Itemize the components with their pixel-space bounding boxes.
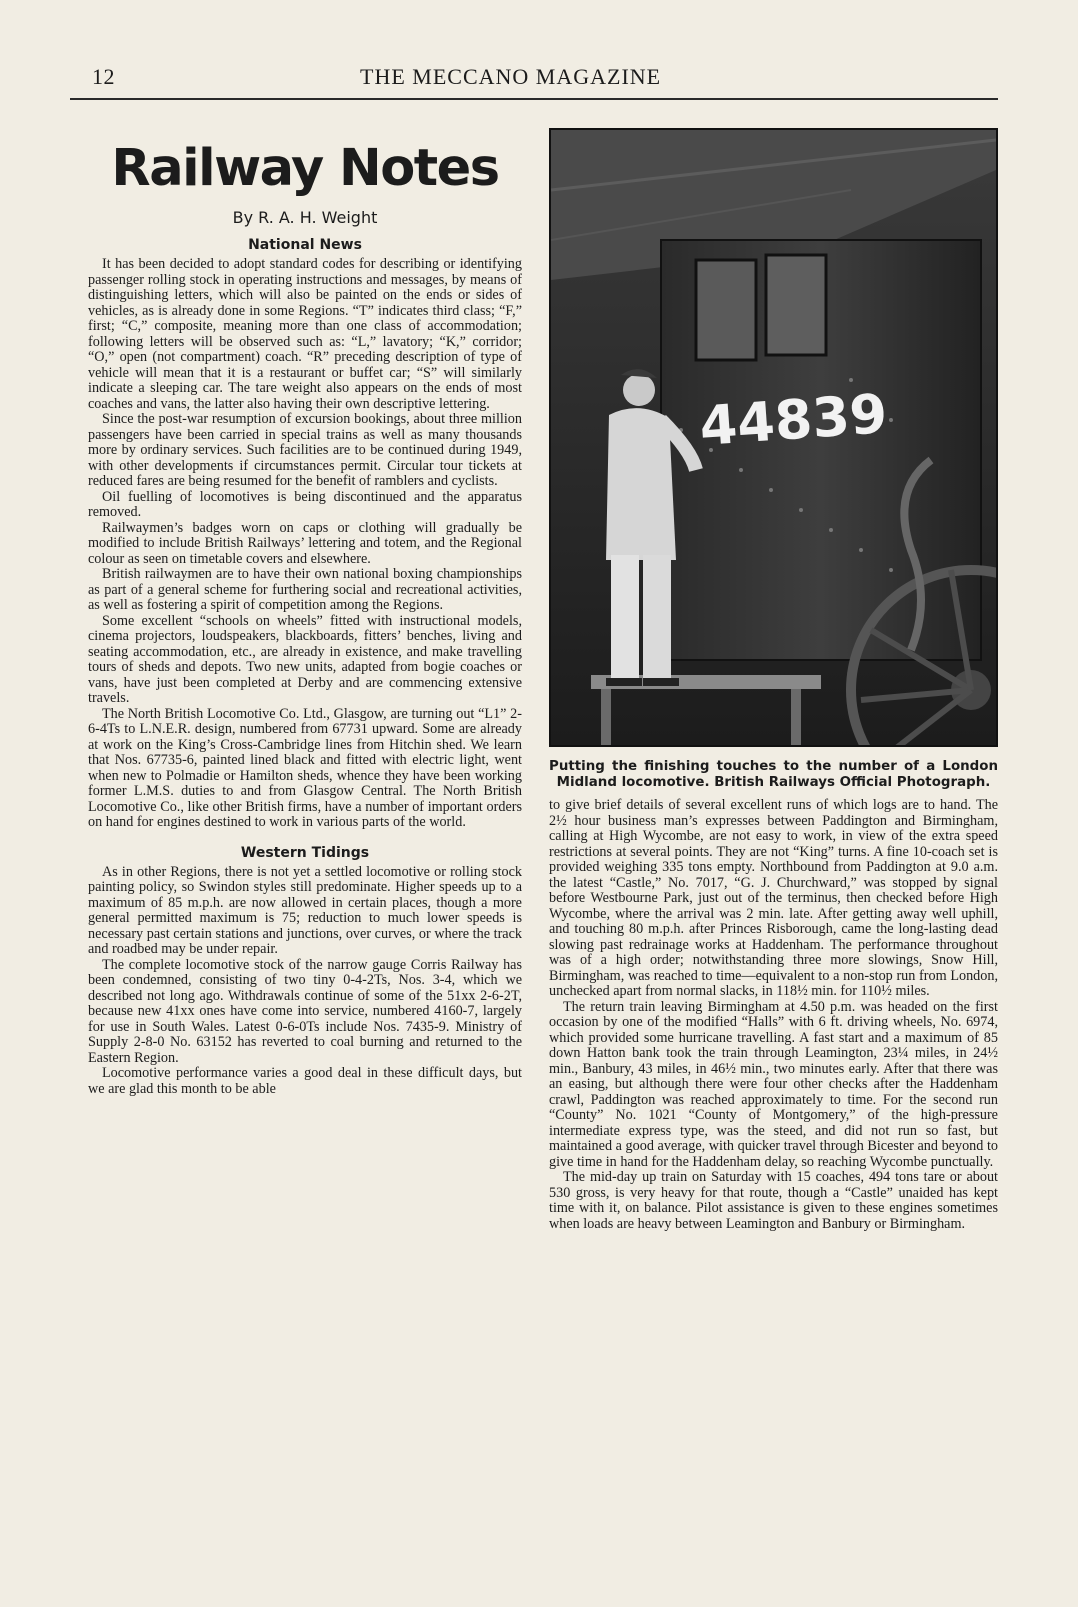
- article-title: Railway Notes: [111, 139, 499, 198]
- header-rule: [70, 98, 998, 100]
- paragraph: The return train leaving Birmingham at 4.50 p.m. was headed on the first occasion by one of the modified “Halls” with 6 ft. driving wheels, No. 6974, which provided some hurricane travelling. A fast start and a maximum of 85 down Hatton bank took the train through Leamington, 23¼ miles, in 24½ min., Banbury, 43 miles, in 46½ min., two minutes early. After that there was an easing, but although there were four other checks after the Haddenham crawl, Paddington was reached approximately to time. For the second run “County” No. 1021 “County of Montgomery,” of the high-pressure intermediate express type, was the steed, and did not run so fast, but maintained a good average, with quicker travel through Bicester and beyond to give time in hand for the Haddenham delay, so reaching Wycombe punctually.: [549, 998, 998, 1170]
- paragraph: As in other Regions, there is not yet a settled locomotive or rolling stock painting policy, so Swindon styles still predominate. Higher speeds up to a maximum of 85 m.p.h. are now allowed in certain places, though a more general permitted maximum is 75; reduction to much lower speeds is necessary past certain stations and junctions, over curves, or where the track and roadbed may be under repair.: [88, 863, 522, 957]
- magazine-title: THE MECCANO MAGAZINE: [360, 64, 662, 89]
- paragraph: British railwaymen are to have their own national boxing championships as part of a general scheme for furthering social and recreational activities, as well as fostering a spirit of competition among the Regions.: [88, 566, 522, 613]
- section-heading-western: Western Tidings: [240, 844, 370, 861]
- paragraph: Oil fuelling of locomotives is being discontinued and the apparatus removed.: [88, 488, 522, 520]
- paragraph: It has been decided to adopt standard codes for describing or identifying passenger rolling stock in operating instructions and messages, by means of distinguishing letters, which will also be painted on the ends or sides of vehicles, as is already done in some Regions. “T” indicates third class; “F,” first; “C,” composite, meaning more than one class of accommodation; following letters will be observed such as: “L,” lavatory; “K,” corridor; “O,” open (not compartment) coach. “R” preceding description of type of vehicle will mean that it is a restaurant or buffet car; “S” will similarly indicate a sleeping car. The tare weight also appears on the ends of most coaches and vans, the latter also having their own descriptive lettering.: [88, 256, 522, 412]
- locomotive-photo: [549, 128, 998, 747]
- paragraph: Railwaymen’s badges worn on caps or clothing will gradually be modified to include British Railways’ lettering and totem, and the Regional colour as seen on timetable covers and elsewhere.: [88, 519, 522, 567]
- paragraph: The complete locomotive stock of the narrow gauge Corris Railway has been condemned, consisting of two tiny 0-4-2Ts, Nos. 3-4, which we described not long ago. Withdrawals continue of some of the 51xx 2-6-2T, because new 41xx ones have come into service, numbered 4160-7, largely for use in South Wales. Latest 0-6-0Ts include Nos. 7435-9. Ministry of Supply 2-8-0 No. 63152 has reverted to coal burning and returned to the Eastern Region.: [88, 956, 522, 1066]
- photo-caption: Putting the finishing touches to the number of a London Midland locomotive. British Railways Official Photograph.: [549, 759, 998, 790]
- paragraph: The mid-day up train on Saturday with 15 coaches, 494 tons tare or about 530 gross, is very heavy for that route, though a “Castle” unaided has kept time with it, on balance. Pilot assistance is given to these engines sometimes when loads are heavy between Leamington and Banbury or Birmingham.: [549, 1169, 998, 1232]
- paragraph: Since the post-war resumption of excursion bookings, about three million passengers have been carried in special trains as well as many thousands more by ordinary services. Such facilities are to be continued during 1949, with other developments if circumstances permit. Circular tour tickets at reduced fares are being resumed for the benefit of ramblers and cyclists.: [88, 411, 522, 489]
- paragraph: The North British Locomotive Co. Ltd., Glasgow, are turning out “L1” 2-6-4Ts to L.N.E.R. design, numbered from 67731 upward. Some are already at work on the King’s Cross-Cambridge lines from Hitchin shed. We learn that Nos. 67735-6, painted lined black and fitted with electric light, went when new to Polmadie or Hamilton sheds, whence they have been working former L.M.S. duties to and from Glasgow Central. The North British Locomotive Co., like other British firms, have a number of important orders on hand for engines destined to work in various parts of the world.: [88, 705, 522, 830]
- locomotive-number: 44839: [697, 382, 890, 458]
- section-heading-national: National News: [248, 237, 362, 253]
- left-column: [88, 132, 522, 1097]
- paragraph: Some excellent “schools on wheels” fitted with instructional models, cinema projectors, loudspeakers, blackboards, fitters’ benches, living and seating accommodation, etc., are already in existence, and make travelling tours of sheds and depots. Two new units, adapted from bogie coaches or vans, have just been completed at Derby and are commencing extensive travels.: [88, 612, 522, 706]
- page-number: 12: [92, 64, 115, 89]
- right-column: [549, 128, 998, 1232]
- paragraph: to give brief details of several excellent runs of which logs are to hand. The 2½ hour business man’s expresses between Paddington and Birmingham, calling at High Wycombe, are not easy to work, in view of the extra speed restrictions at several points. They are not “King” turns. A fine 10-coach set is provided weighing 335 tons empty. Northbound from Paddington at 9.0 a.m. the latest “Castle,” No. 7017, “G. J. Churchward,” was stopped by signal before Westbourne Park, just out of the terminus, then checked before High Wycombe, where the arrival was 2 min. late. After getting away well uphill, and touching 80 m.p.h. after Princes Risborough, came the long-lasting dead slowing past redrainage works at Haddenham. The performance throughout was of a high order; notwithstanding three more slowings, Snow Hill, Birmingham, was reached to time—equivalent to a non-stop run from London, unchecked apart from normal slacks, in 118½ min. for 110½ miles.: [549, 797, 998, 999]
- article-byline: By R. A. H. Weight: [232, 208, 378, 227]
- paragraph: Locomotive performance varies a good deal in these difficult days, but we are glad this month to be able: [88, 1065, 522, 1097]
